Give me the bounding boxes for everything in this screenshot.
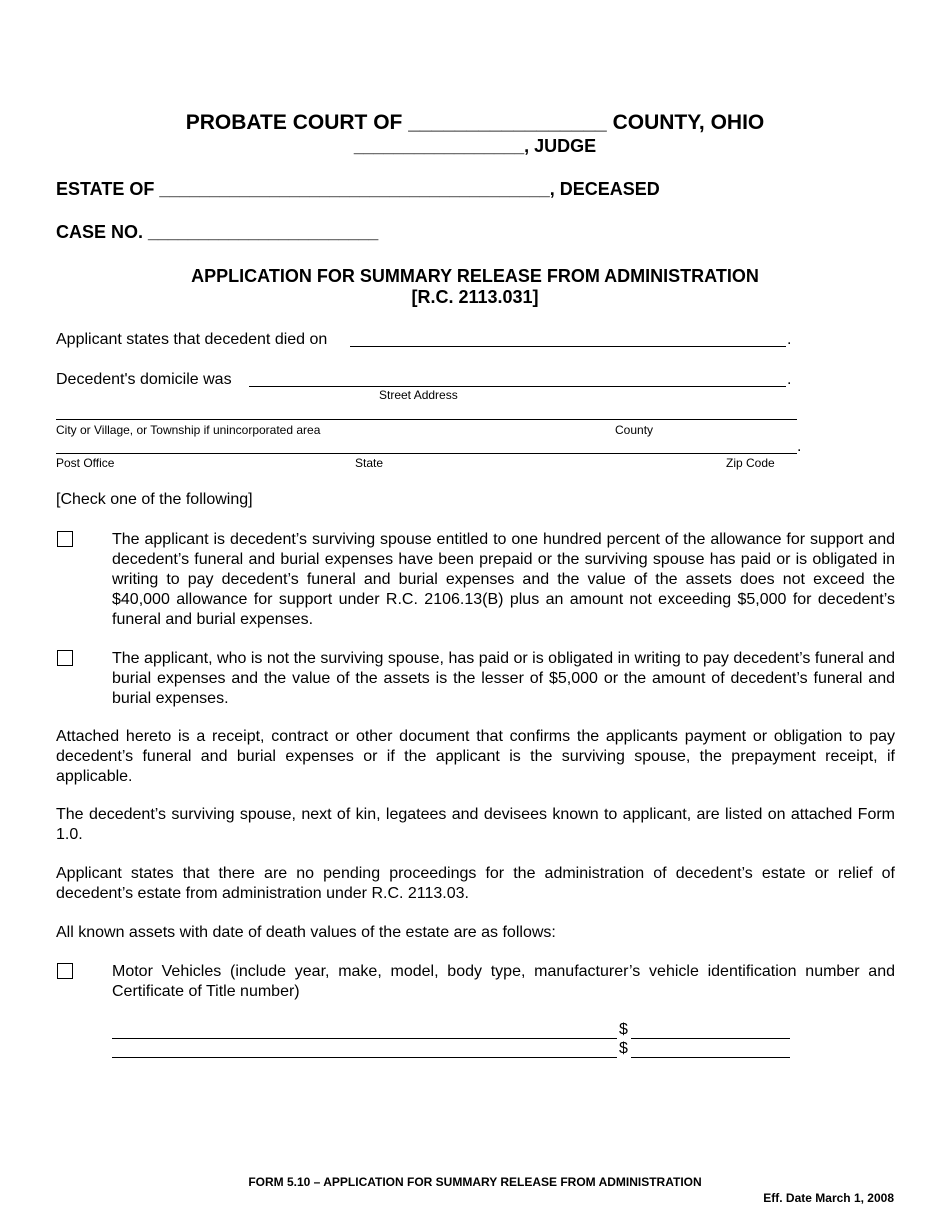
domicile-period: . [787,371,792,388]
case-number-line: CASE NO. _______________________ [56,222,379,242]
domicile-label: Decedent's domicile was [56,371,232,388]
vehicle-value-field-1[interactable] [631,1038,790,1039]
state-caption: State [355,456,384,470]
estate-line: ESTATE OF _______________________________________, DECEASED [56,179,660,199]
judge-line: _________________, JUDGE [353,136,597,156]
not-spouse-option-text: The applicant, who is not the surviving spouse, has paid or is obligated in writing to pay decedent’s funeral and burial expenses and the value of the assets is the lesser of $5,000 or the amount of decedent’s funeral and burial expenses. [112,650,895,707]
city-county-field[interactable] [56,419,797,420]
attached-receipt-paragraph: Attached hereto is a receipt, contract or other document that confirms the applicants payment or obligation to pay decedent’s funeral and burial expenses or if the applicant is the surviving spouse, the prepayment receipt, if applicable. [56,728,895,785]
post-office-caption: Post Office [56,456,115,470]
surviving-spouse-list-paragraph: The decedent’s surviving spouse, next of kin, legatees and devisees known to applicant, are listed on attached Form 1.0. [56,806,895,843]
check-instruction: [Check one of the following] [56,491,253,508]
not-spouse-checkbox[interactable] [57,650,73,666]
vehicle-description-field-2[interactable] [112,1057,617,1058]
no-pending-proceedings-paragraph: Applicant states that there are no pending proceedings for the administration of decedent’s estate or relief of decedent’s estate from administration under R.C. 2113.03. [56,865,895,902]
form-number-footer: FORM 5.10 – APPLICATION FOR SUMMARY RELEASE FROM ADMINISTRATION [248,1175,702,1189]
street-address-caption: Street Address [379,388,458,402]
statute-reference: [R.C. 2113.031] [411,287,539,307]
city-caption: City or Village, or Township if unincorporated area [56,423,321,437]
died-on-field[interactable] [350,346,786,347]
died-on-label: Applicant states that decedent died on [56,331,328,348]
died-on-period: . [787,331,792,348]
post-office-field[interactable] [56,453,797,454]
county-caption: County [615,423,654,437]
court-heading: PROBATE COURT OF _________________ COUNTY, OHIO [185,111,765,134]
vehicle-value-field-2[interactable] [631,1057,790,1058]
street-address-field[interactable] [249,386,786,387]
vehicle-dollar-sign-1: $ [619,1021,628,1038]
motor-vehicles-text: Motor Vehicles (include year, make, model, body type, manufacturer’s vehicle identification number and Certificate of Title number) [112,963,895,1000]
zip-code-caption: Zip Code [726,456,775,470]
effective-date-footer: Eff. Date March 1, 2008 [763,1191,894,1205]
vehicle-dollar-sign-2: $ [619,1040,628,1057]
surviving-spouse-option-text: The applicant is decedent’s surviving spouse entitled to one hundred percent of the allowance for support and decedent’s funeral and burial expenses have been prepaid or the surviving spouse has paid or is obligated in writing to pay decedent’s funeral and burial expenses and the value of the assets does not exceed the $40,000 allowance for support under R.C. 2106.13(B) plus an amount not exceeding $5,000 for decedent’s funeral and burial expenses. [112,531,895,628]
motor-vehicles-checkbox[interactable] [57,963,73,979]
surviving-spouse-checkbox[interactable] [57,531,73,547]
vehicle-description-field-1[interactable] [112,1038,617,1039]
form-title: APPLICATION FOR SUMMARY RELEASE FROM ADMINISTRATION [191,266,759,286]
assets-intro-paragraph: All known assets with date of death values of the estate are as follows: [56,924,556,941]
post-office-period: . [797,438,802,455]
